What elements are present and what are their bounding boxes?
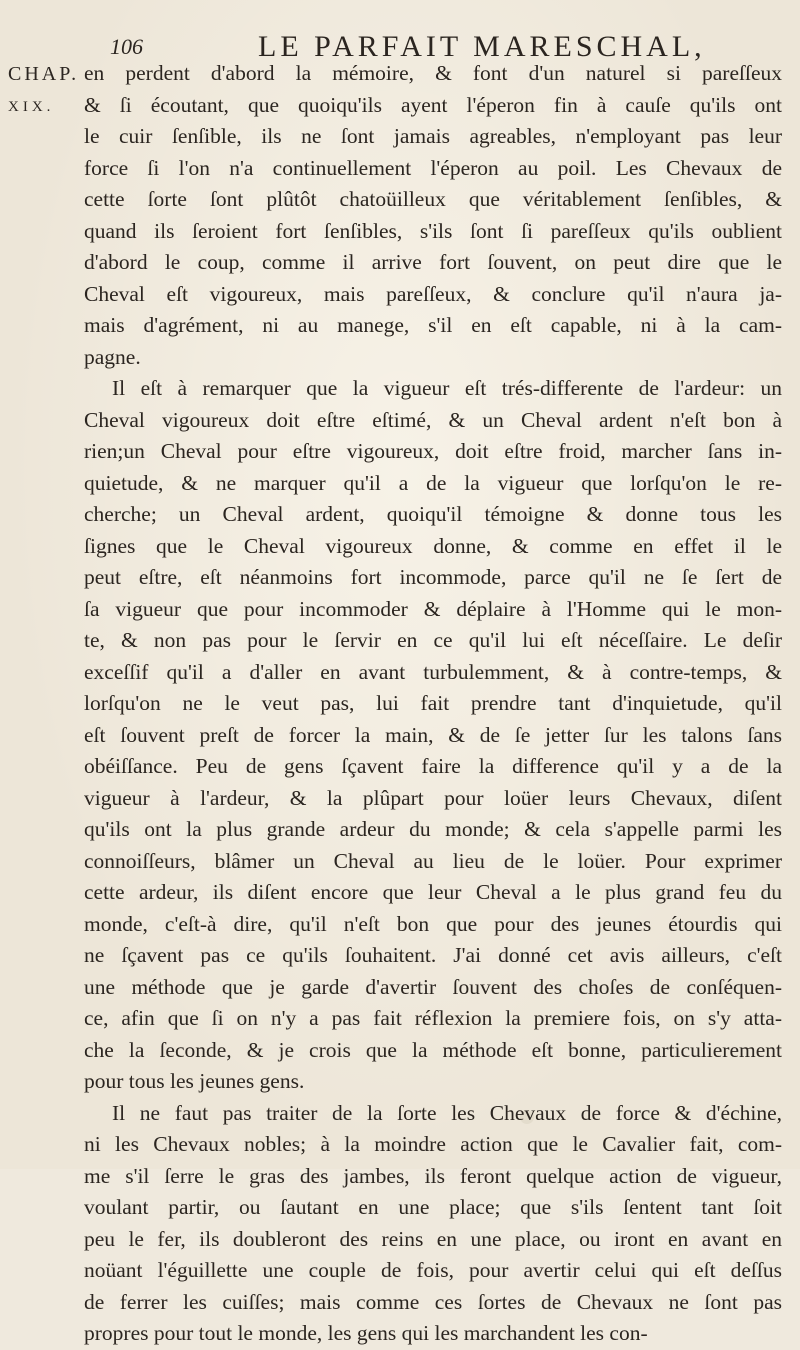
text-line: vigueur à l'ardeur, & la plûpart pour loüer leurs Chevaux, diſent bbox=[84, 785, 782, 810]
text-line: exceſſif qu'il a d'aller en avant turbulemment, & à contre-temps, & bbox=[84, 659, 782, 684]
text-line: cherche; un Cheval ardent, quoiqu'il témoigne & donne tous les bbox=[84, 502, 782, 526]
text-line: Il eſt à remarquer que la vigueur eſt trés-differente de l'ardeur: un bbox=[112, 376, 782, 400]
text-line: monde, c'eſt-à dire, qu'il n'eſt bon que pour des jeunes étourdis qui bbox=[84, 911, 782, 936]
text-line: peut eſtre, eſt néanmoins fort incommode, parce qu'il ne ſe ſert de bbox=[84, 565, 782, 589]
text-line: cette ardeur, ils diſent encore que leur Cheval a le plus grand feu du bbox=[84, 880, 782, 904]
text-line: eſt ſouvent preſt de forcer la main, & de ſe jetter ſur les talons ſans bbox=[84, 722, 782, 747]
text-line: ne ſçavent pas ce qu'ils ſouhaitent. J'ai donné cet avis ailleurs, c'eſt bbox=[84, 943, 782, 967]
text-line: Il ne faut pas traiter de la ſorte les Chevaux de force & d'échine, bbox=[112, 1100, 782, 1125]
text-line: cette ſorte ſont plûtôt chatoüilleux que véritablement ſenſibles, & bbox=[84, 187, 782, 211]
text-line: de ferrer les cuiſſes; mais comme ces ſortes de Chevaux ne ſont pas bbox=[84, 1289, 782, 1314]
chapter-label: CHAP. bbox=[8, 63, 80, 85]
text-line: peu le fer, ils doubleront des reins en une place, ou iront en avant en bbox=[84, 1226, 782, 1251]
text-line: rien;un Cheval pour eſtre vigoureux, doit eſtre froid, marcher ſans in- bbox=[84, 439, 782, 463]
text-line: ſignes que le Cheval vigoureux donne, & comme en effet il le bbox=[84, 533, 782, 558]
text-line: te, & non pas pour le ſervir en ce qu'il lui eſt néceſſaire. Le deſir bbox=[84, 628, 782, 652]
text-line: lorſqu'on ne le veut pas, lui fait prendre tant d'inquietude, qu'il bbox=[84, 691, 782, 715]
text-line: pagne. bbox=[84, 344, 141, 369]
chapter-margin-note bbox=[8, 58, 79, 124]
text-line: quietude, & ne marquer qu'il a de la vigueur que lorſqu'on le re- bbox=[84, 470, 782, 495]
text-line: force ſi l'on n'a continuellement l'éperon au poil. Les Chevaux de bbox=[84, 155, 782, 180]
text-line: Cheval eſt vigoureux, mais pareſſeux, & conclure qu'il n'aura ja- bbox=[84, 281, 782, 306]
text-line: ni les Chevaux nobles; à la moindre action que le Cavalier fait, com- bbox=[84, 1132, 782, 1156]
text-line: ce, afin que ſi on n'y a pas fait réflexion la premiere fois, on s'y atta- bbox=[84, 1006, 782, 1030]
text-line: propres pour tout le monde, les gens qui les marchandent les con- bbox=[84, 1321, 648, 1345]
text-line: Cheval vigoureux doit eſtre eſtimé, & un Cheval ardent n'eſt bon à bbox=[84, 407, 782, 432]
text-line: qu'ils ont la plus grande ardeur du monde; & cela s'appelle parmi les bbox=[84, 817, 782, 841]
text-line: ſa vigueur que pour incommoder & déplaire à l'Homme qui le mon- bbox=[84, 596, 782, 621]
text-line: d'abord le coup, comme il arrive fort ſouvent, on peut dire que le bbox=[84, 250, 782, 274]
text-line: noüant l'éguillette une couple de fois, pour avertir celui qui eſt deſſus bbox=[84, 1258, 782, 1282]
text-line: che la ſeconde, & je crois que la méthode eſt bonne, particulierement bbox=[84, 1037, 782, 1062]
body-text bbox=[84, 58, 782, 1350]
text-line: une méthode que je garde d'avertir ſouvent des choſes de conſéquen- bbox=[84, 974, 782, 999]
text-line: connoiſſeurs, blâmer un Cheval au lieu de le loüer. Pour exprimer bbox=[84, 848, 782, 873]
text-line: quand ils ſeroient fort ſenſibles, s'ils ſont ſi pareſſeux qu'ils oublient bbox=[84, 218, 782, 243]
text-line: mais d'agrément, ni au manege, s'il en eſt capable, ni à la cam- bbox=[84, 313, 782, 337]
text-line: & ſi écoutant, que quoiqu'ils ayent l'éperon fin à cauſe qu'ils ont bbox=[84, 92, 782, 117]
page-number: 106 bbox=[110, 34, 143, 59]
running-title: LE PARFAIT MARESCHAL, bbox=[258, 30, 706, 63]
text-line: en perdent d'abord la mémoire, & font d'un naturel si pareſſeux bbox=[84, 61, 782, 85]
text-line: voulant partir, ou ſautant en une place; que s'ils ſentent tant ſoit bbox=[84, 1195, 782, 1219]
chapter-number: XIX. bbox=[8, 99, 55, 115]
text-line: me s'il ſerre le gras des jambes, ils feront quelque action de vigueur, bbox=[84, 1163, 782, 1188]
text-line: pour tous les jeunes gens. bbox=[84, 1069, 305, 1093]
text-line: le cuir ſenſible, ils ne ſont jamais agreables, n'employant pas leur bbox=[84, 124, 782, 148]
text-line: obéiſſance. Peu de gens ſçavent faire la difference qu'il y a de la bbox=[84, 754, 782, 778]
